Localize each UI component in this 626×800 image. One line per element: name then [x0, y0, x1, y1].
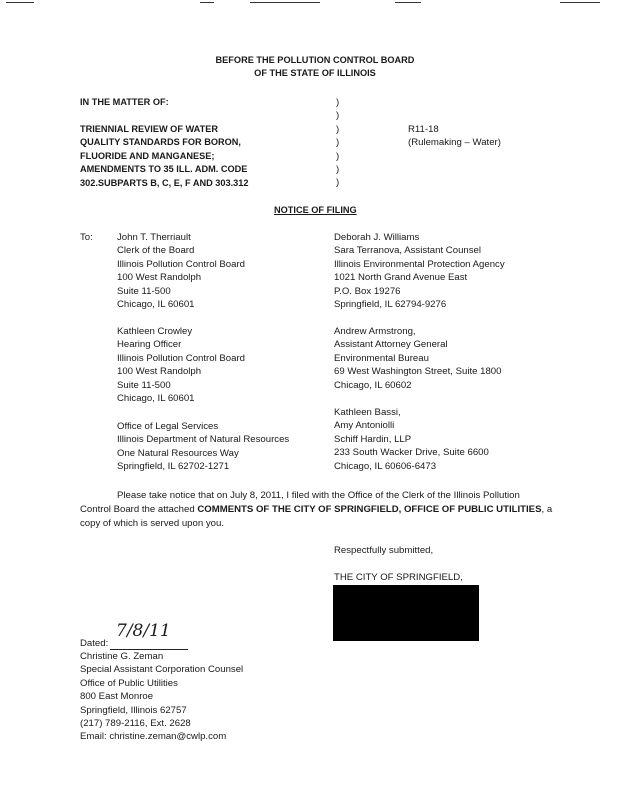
recipient-line: 100 West Randolph	[117, 272, 202, 284]
scan-mark	[560, 2, 600, 3]
recipient-line: Suite 11-500	[117, 285, 171, 297]
signer-line: 800 East Monroe	[80, 691, 154, 703]
recipient-line: Illinois Department of Natural Resources	[117, 434, 290, 446]
signer-line: (217) 789-2116, Ext. 2628	[80, 717, 191, 729]
recipient-line: Suite 11-500	[117, 379, 171, 391]
scan-mark	[395, 2, 421, 3]
recipient-line: Office of Legal Services	[117, 421, 219, 432]
recipient-line: One Natural Resources Way	[117, 447, 239, 459]
document-heading	[170, 54, 460, 81]
caption-line: FLUORIDE AND MANGANESE;	[80, 150, 215, 161]
signer-line: Springfield, Illinois 62757	[80, 704, 187, 716]
recipient-iepa	[334, 231, 505, 311]
recipient-line: Chicago, IL 60602	[334, 379, 412, 391]
recipient-line: 69 West Washington Street, Suite 1800	[334, 366, 502, 378]
bracket: )	[336, 177, 340, 189]
recipient-line: Andrew Armstrong,	[334, 326, 416, 337]
recipient-schiff-hardin	[334, 406, 489, 473]
signer-line: Email: christine.zeman@cwlp.com	[80, 731, 227, 743]
bracket: )	[336, 163, 340, 175]
recipient-line: Illinois Environmental Protection Agency	[334, 258, 505, 270]
recipient-line: 100 West Randolph	[117, 366, 202, 378]
caption-line: 302.SUBPARTS B, C, E, F AND 303.312	[80, 177, 249, 188]
signer-line: Christine G. Zeman	[80, 651, 164, 662]
recipient-line: Chicago, IL 60601	[117, 298, 195, 310]
party-name: THE CITY OF SPRINGFIELD,	[334, 572, 463, 583]
handwritten-date: 7/8/11	[116, 621, 171, 641]
recipient-line: P.O. Box 19276	[334, 285, 401, 297]
redacted-signature	[333, 585, 479, 641]
recipient-line: Hearing Officer	[117, 339, 182, 351]
recipient-hearing-officer	[117, 325, 245, 405]
notice-body-line-1: Please take notice that on July 8, 2011, I filed with the Office of the Clerk of the Illinois Pollution	[117, 490, 520, 501]
bracket: )	[336, 110, 340, 122]
dated-label: Dated:	[80, 638, 109, 649]
scan-mark	[250, 2, 320, 3]
signer-line: Special Assistant Corporation Counsel	[80, 664, 244, 676]
bracket: )	[336, 123, 340, 135]
signer-line: Office of Public Utilities	[80, 677, 178, 689]
caption-line: TRIENNIAL REVIEW OF WATER	[80, 124, 218, 134]
recipient-line: John T. Therriault	[117, 232, 191, 243]
recipient-line: Springfield, IL 62702-1271	[117, 461, 230, 473]
recipient-line: Chicago, IL 60601	[117, 392, 195, 404]
recipient-clerk	[117, 231, 245, 311]
bracket: )	[336, 97, 340, 108]
notice-body-line-2	[80, 503, 552, 516]
recipient-legal-services	[117, 420, 289, 474]
scan-mark	[6, 2, 34, 3]
bracket: )	[336, 150, 340, 162]
scan-mark	[200, 2, 214, 3]
signer-block	[80, 650, 243, 744]
heading-line-1: BEFORE THE POLLUTION CONTROL BOARD	[215, 55, 415, 65]
notice-body-text: , a	[541, 504, 553, 515]
caption-line: QUALITY STANDARDS FOR BORON,	[80, 137, 241, 148]
filing-title: COMMENTS OF THE CITY OF SPRINGFIELD, OFFICE OF PUBLIC UTILITIES	[197, 504, 542, 515]
notice-body-text: Control Board the attached	[80, 504, 198, 515]
notice-body-line-3: copy of which is served upon you.	[80, 518, 224, 529]
recipient-line: Deborah J. Williams	[334, 232, 420, 243]
caption-brackets	[336, 96, 339, 190]
recipient-line: Springfield, IL 62794-9276	[334, 298, 447, 310]
recipient-line: Assistant Attorney General	[334, 339, 448, 351]
recipient-line: Environmental Bureau	[334, 352, 429, 364]
recipient-line: Sara Terranova, Assistant Counsel	[334, 245, 482, 257]
caption-line: AMENDMENTS TO 35 ILL. ADM. CODE	[80, 164, 248, 175]
case-number: R11-18	[408, 124, 439, 135]
recipient-line: 1021 North Grand Avenue East	[334, 272, 468, 284]
matter-label: IN THE MATTER OF:	[80, 97, 169, 107]
notice-title: NOTICE OF FILING	[274, 205, 357, 215]
caption-lines	[80, 123, 249, 190]
recipient-line: Kathleen Crowley	[117, 326, 193, 337]
recipient-line: Illinois Pollution Control Board	[117, 258, 245, 270]
heading-line-2: OF THE STATE OF ILLINOIS	[254, 68, 376, 79]
recipient-line: Clerk of the Board	[117, 245, 195, 257]
recipient-line: Schiff Hardin, LLP	[334, 433, 412, 445]
recipient-line: 233 South Wacker Drive, Suite 6600	[334, 447, 489, 459]
case-type: (Rulemaking – Water)	[408, 137, 501, 148]
recipient-attorney-general	[334, 325, 501, 392]
to-label: To:	[80, 232, 93, 243]
recipient-line: Chicago, IL 60606-6473	[334, 460, 437, 472]
recipient-line: Kathleen Bassi,	[334, 407, 401, 418]
recipient-line: Amy Antoniolli	[334, 420, 395, 432]
recipient-line: Illinois Pollution Control Board	[117, 352, 245, 364]
bracket: )	[336, 137, 340, 149]
respectfully-submitted: Respectfully submitted,	[334, 545, 434, 556]
